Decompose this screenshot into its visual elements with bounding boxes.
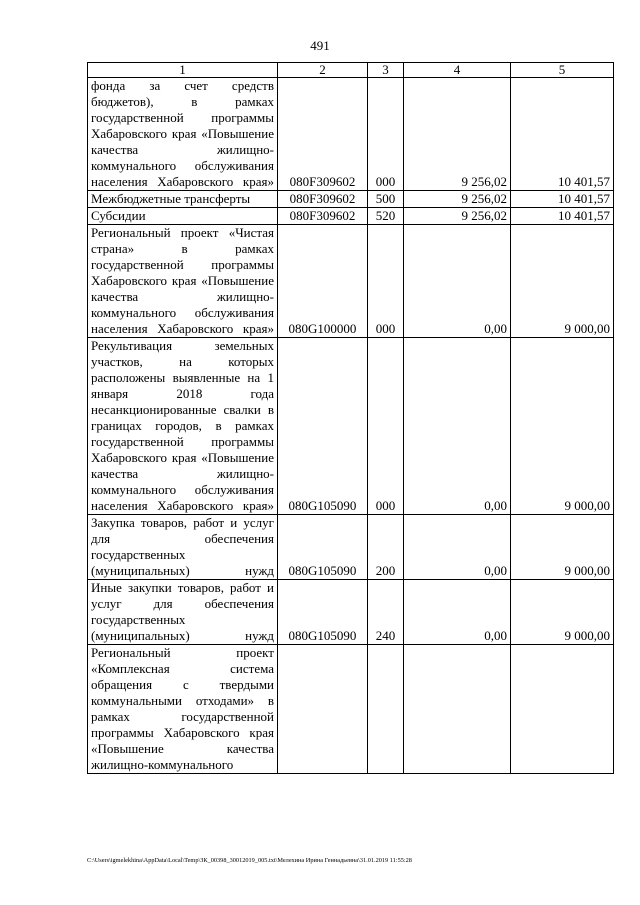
row-name: Региональный проект «Комплексная система обращения с твердыми коммунальными отходами» в рамках государственной программы Хабаровского края «Повышение качества жилищно-коммунального: [88, 645, 278, 774]
table-row: [88, 191, 614, 208]
table-row: [88, 580, 614, 645]
row-vr: 520: [368, 208, 404, 225]
row-sum-1: [404, 645, 511, 774]
row-vr: [368, 645, 404, 774]
row-sum-1: 0,00: [404, 338, 511, 515]
row-vr: 000: [368, 78, 404, 191]
row-name: Региональный проект «Чистая страна» в рамках государственной программы Хабаровского края «Повышение качества жилищно-коммунального обслуживания населения Хабаровского края»: [88, 225, 278, 338]
row-name: Рекультивация земельных участков, на которых расположены выявленные на 1 января 2018 года несанкционированные свалки в границах городов, в рамках государственной программы Хабаровского края «Повышение качества жилищно-коммунального обслуживания населения Хабаровского края»: [88, 338, 278, 515]
header-col-5: 5: [511, 63, 614, 78]
header-row: [88, 63, 614, 78]
row-sum-2: 9 000,00: [511, 580, 614, 645]
row-sum-2: [511, 645, 614, 774]
row-sum-1: 0,00: [404, 225, 511, 338]
row-sum-2: 9 000,00: [511, 225, 614, 338]
row-name: Иные закупки товаров, работ и услуг для обеспечения государственных (муниципальных) нужд: [88, 580, 278, 645]
row-sum-2: 10 401,57: [511, 78, 614, 191]
row-sum-1: 0,00: [404, 515, 511, 580]
header-col-2: 2: [278, 63, 368, 78]
table-row: [88, 208, 614, 225]
row-name: фонда за счет средств бюджетов), в рамках государственной программы Хабаровского края «Повышение качества жилищно-коммунального обслуживания населения Хабаровского края»: [88, 78, 278, 191]
row-sum-1: 0,00: [404, 580, 511, 645]
row-sum-2: 9 000,00: [511, 338, 614, 515]
row-code: 080G105090: [278, 580, 368, 645]
row-code: 080F309602: [278, 191, 368, 208]
budget-table: [87, 62, 614, 774]
row-sum-2: 10 401,57: [511, 191, 614, 208]
row-code: 080F309602: [278, 208, 368, 225]
row-code: 080G100000: [278, 225, 368, 338]
row-sum-1: 9 256,02: [404, 78, 511, 191]
table-row: [88, 645, 614, 774]
row-code: 080F309602: [278, 78, 368, 191]
row-vr: 500: [368, 191, 404, 208]
file-path-footer: C:\Users\igmelekhina\AppData\Local\Temp\ЗК_00398_30012019_005.txt\Мелехина Ирина Геннадьевна\31.01.2019 11:55:28: [87, 857, 412, 864]
row-sum-1: 9 256,02: [404, 191, 511, 208]
row-vr: 200: [368, 515, 404, 580]
row-sum-1: 9 256,02: [404, 208, 511, 225]
row-vr: 000: [368, 338, 404, 515]
page-number: 491: [310, 38, 330, 53]
row-vr: 240: [368, 580, 404, 645]
header-col-1: 1: [88, 63, 278, 78]
table-row: [88, 225, 614, 338]
table-row: [88, 338, 614, 515]
row-name: Межбюджетные трансферты: [88, 191, 278, 208]
row-sum-2: 10 401,57: [511, 208, 614, 225]
table-row: [88, 78, 614, 191]
table-row: [88, 515, 614, 580]
header-col-4: 4: [404, 63, 511, 78]
row-name: Субсидии: [88, 208, 278, 225]
row-code: 080G105090: [278, 515, 368, 580]
header-col-3: 3: [368, 63, 404, 78]
row-code: 080G105090: [278, 338, 368, 515]
row-code: [278, 645, 368, 774]
row-vr: 000: [368, 225, 404, 338]
row-sum-2: 9 000,00: [511, 515, 614, 580]
row-name: Закупка товаров, работ и услуг для обеспечения государственных (муниципальных) нужд: [88, 515, 278, 580]
